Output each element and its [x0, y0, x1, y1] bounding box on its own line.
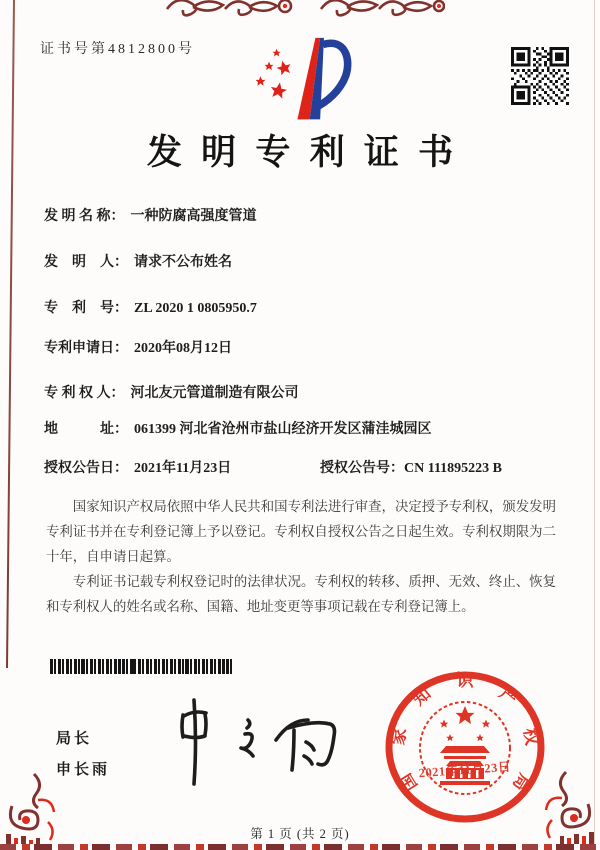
field-label: 专 利 号： — [44, 301, 128, 316]
field-value: ZL 2020 1 0805950.7 — [134, 301, 257, 316]
svg-text:知: 知 — [409, 683, 435, 710]
field-application-date — [44, 337, 232, 357]
corner-ornament-right — [521, 766, 596, 850]
field-patent-number — [44, 297, 257, 317]
field-inventor — [44, 251, 232, 271]
bottom-edge-ornament — [0, 844, 600, 850]
body-paragraph-1: 国家知识产权局依照中华人民共和国专利法进行审查，决定授予专利权，颁发发明专利证书并在专利登记簿上予以登记。专利权自授权公告之日起生效。专利权期限为二十年，自申请日起算。 — [46, 499, 556, 564]
officer-name: 申长雨 — [56, 762, 111, 778]
seal-date: 2021年11月23日 — [418, 759, 512, 781]
field-value: 061399 河北省沧州市盐山经济开发区蒲洼城园区 — [134, 422, 432, 437]
svg-text:局: 局 — [508, 769, 534, 795]
field-patentee — [44, 382, 299, 402]
field-grant-date — [44, 457, 231, 477]
svg-text:家: 家 — [388, 726, 410, 747]
svg-text:国: 国 — [396, 769, 422, 795]
field-invention-name — [44, 205, 257, 225]
svg-text:产: 产 — [495, 683, 521, 710]
field-label: 发 明 人： — [44, 255, 128, 270]
body-paragraph-2: 专利证书记载专利权登记时的法律状况。专利权的转移、质押、无效、终止、恢复和专利权人的姓名或名称、国籍、地址变更等事项记载在专利登记簿上。 — [46, 574, 556, 614]
barcode — [50, 659, 232, 674]
field-grant-number — [320, 457, 502, 477]
field-value: 2021年11月23日 — [134, 461, 232, 476]
field-label: 授权公告号： — [320, 461, 404, 476]
svg-text:识: 识 — [456, 671, 474, 690]
signature-icon — [148, 686, 348, 801]
field-value: CN 111895223 B — [404, 461, 503, 476]
certificate-number: 证书号第4812800号 — [40, 42, 195, 57]
field-label: 专利申请日： — [44, 341, 128, 356]
field-value: 一种防腐高强度管道 — [130, 209, 257, 224]
field-value: 2020年08月12日 — [134, 341, 232, 356]
field-label: 授权公告日： — [44, 461, 128, 476]
officer-title: 局长 — [56, 731, 93, 747]
top-border-ornament — [163, 0, 445, 17]
cnipa-logo-icon — [255, 36, 355, 126]
certificate-title: 发明专利证书 — [146, 133, 473, 172]
left-border-line — [6, 0, 15, 668]
field-label: 专 利 权 人： — [44, 386, 125, 401]
field-value: 请求不公布姓名 — [134, 255, 232, 270]
field-address — [44, 418, 432, 438]
field-label: 发 明 名 称： — [44, 209, 125, 224]
legal-text-block — [46, 494, 556, 619]
field-value: 河北友元管道制造有限公司 — [130, 386, 299, 401]
field-label: 地 址： — [44, 422, 128, 437]
qr-code-icon — [511, 47, 569, 105]
svg-text:权: 权 — [520, 726, 542, 747]
corner-ornament-left — [4, 770, 79, 850]
page-footer: 第 1 页 (共 2 页) — [250, 827, 350, 841]
